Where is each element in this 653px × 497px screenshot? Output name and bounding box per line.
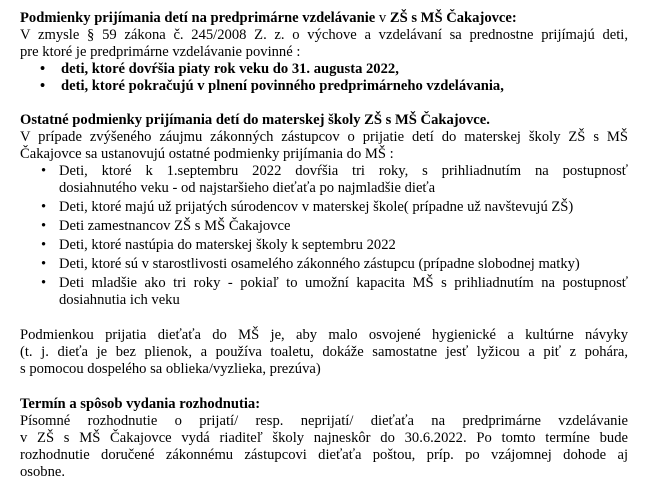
bullet-icon: • (41, 275, 47, 291)
section-predprimarne-vzdelavanie (20, 10, 628, 95)
paragraph-line: rozhodnutie doručené zákonnému zástupcovi dieťaťa poštou, príp. po vzájomnej dohode aj (20, 447, 628, 463)
heading-part-a: Podmienky prijímania detí na predprimárne vzdelávanie (20, 10, 376, 26)
other-criteria-list (20, 163, 628, 309)
list-item-text: Deti, ktoré sú v starostlivosti osamelého zákonného zástupcu (prípadne slobodnej matky) (59, 256, 580, 272)
paragraph-line: s pomocou dospelého sa oblieka/vyzlieka, prezúva) (20, 361, 321, 377)
list-item-text: Deti, ktoré majú už prijatých súrodencov v materskej škole( prípadne už navštevujú ZŠ) (59, 199, 574, 215)
bullet-icon: • (41, 163, 47, 179)
bullet-icon: • (40, 61, 46, 77)
paragraph-line: V zmysle § 59 zákona č. 245/2008 Z. z. o výchove a vzdelávaní sa prednostne prijímajú deti, (20, 27, 628, 43)
bullet-icon: • (40, 78, 46, 94)
paragraph-line: V prípade zvýšeného záujmu zákonných zástupcov o prijatie detí do materskej školy ZŠ s MŠ (20, 129, 628, 145)
list-item (20, 199, 628, 216)
paragraph-line: Podmienkou prijatia dieťaťa do MŠ je, aby malo osvojené hygienické a kultúrne návyky (20, 327, 628, 343)
section-ostatne-podmienky (20, 112, 628, 309)
list-item-text: deti, ktoré pokračujú v plnení povinného predprimárneho vzdelávania, (61, 78, 504, 94)
bullet-icon: • (41, 256, 47, 272)
list-item-text: Deti mladšie ako tri roky - pokiaľ to umožní kapacita MŠ s prihliadnutím na postupnosť (59, 275, 628, 291)
list-item (20, 237, 628, 254)
list-item (20, 163, 628, 197)
list-item (20, 78, 628, 95)
list-item-text: deti, ktoré dovŕšia piaty rok veku do 31. augusta 2022, (61, 61, 399, 77)
list-item (20, 218, 628, 235)
section-heading: Ostatné podmienky prijímania detí do materskej školy ZŠ s MŠ Čakajovce. (20, 112, 490, 128)
bullet-icon: • (41, 199, 47, 215)
bullet-icon: • (41, 218, 47, 234)
section-heading (20, 10, 628, 27)
section-heading: Termín a spôsob vydania rozhodnutia: (20, 396, 261, 412)
bullet-icon: • (41, 237, 47, 253)
paragraph-line: Písomné rozhodnutie o prijatí/ resp. neprijatí/ dieťaťa na predprimárne vzdelávanie (20, 413, 628, 429)
list-item (20, 275, 628, 309)
list-item (20, 61, 628, 78)
list-item-text: Deti, ktoré k 1.septembru 2022 dovŕšia tri roky, s prihliadnutím na postupnosť (59, 163, 628, 179)
paragraph-line: (t. j. dieťa je bez plienok, a používa toaletu, dokáže samostatne jesť lyžicou a piť z pohára, (20, 344, 628, 360)
list-item (20, 256, 628, 273)
heading-part-connector: v (375, 10, 390, 26)
section-termin-rozhodnutia (20, 396, 628, 481)
mandatory-criteria-list (20, 61, 628, 95)
paragraph-line: Čakajovce sa ustanovujú ostatné podmienky prijímania do MŠ : (20, 146, 394, 162)
heading-part-b: ZŠ s MŠ Čakajovce: (389, 10, 517, 26)
list-item-text: Deti zamestnancov ZŠ s MŠ Čakajovce (59, 218, 291, 234)
list-item-text: Deti, ktoré nastúpia do materskej školy k septembru 2022 (59, 237, 396, 253)
section-hygienicke-navyky (20, 327, 628, 378)
paragraph-line: pre ktoré je predprimárne vzdelávanie povinné : (20, 44, 301, 60)
paragraph-line: v ZŠ s MŠ Čakajovce vydá riaditeľ školy najneskôr do 30.6.2022. Po tomto termíne bude (20, 430, 628, 446)
list-item-text-continued: dosiahnutia ich veku (59, 292, 180, 308)
paragraph-line: osobne. (20, 464, 65, 480)
list-item-text-continued: dosiahnutého veku - od najstaršieho dieťaťa po najmladšie dieťa (59, 180, 436, 196)
